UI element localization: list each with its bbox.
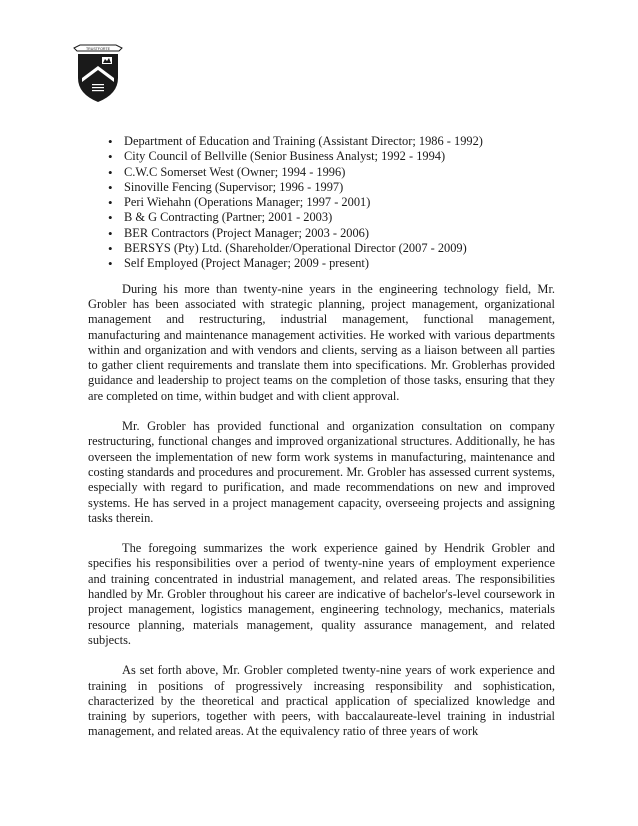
- list-item: • Peri Wiehahn (Operations Manager; 1997 - 2001): [108, 195, 555, 210]
- list-item: • BERSYS (Pty) Ltd. (Shareholder/Operational Director (2007 - 2009): [108, 241, 555, 256]
- body-paragraph: Mr. Grobler has provided functional and organization consultation on company restructuring, functional changes and improved organizational structures. Additionally, he has overseen the implementation of new form work systems in manufacturing, maintenance and costing standards and procedures and procurement. Mr. Grobler has assessed current systems, especially with regard to purification, and made recommendations on new and improved systems. He has served in a project management capacity, overseeing projects and assigning tasks therein.: [88, 419, 555, 525]
- body-paragraph: As set forth above, Mr. Grobler completed twenty-nine years of work experience and training in positions of progressively increasing responsibility and sophistication, characterized by the theoretical and practical application of specialized knowledge and training by superiors, together with peers, with baccalaureate-level training in industrial management, and related areas. At the equivalency ratio of three years of work: [88, 663, 555, 739]
- list-item: • BER Contractors (Project Manager; 2003 - 2006): [108, 226, 555, 241]
- list-item: • Self Employed (Project Manager; 2009 - present): [108, 256, 555, 271]
- body-paragraph: During his more than twenty-nine years in the engineering technology field, Mr. Grobler has been associated with strategic planning, project management, organizational management and restructuring, industrial management, functional management, manufacturing and maintenance management activities. He worked with various departments within and organization and with vendors and clients, serving as a liaison between all parties to gather client requirements and translate them into specifications. Mr. Groblerhas provided guidance and leadership to project teams on the completion of those tasks, ensuring that they are completed on time, within budget and with client approval.: [88, 281, 555, 403]
- crest-banner-text: TRUSTFORTE: [85, 47, 111, 51]
- list-item: • City Council of Bellville (Senior Business Analyst; 1992 - 1994): [108, 149, 555, 164]
- list-item: • Department of Education and Training (Assistant Director; 1986 - 1992): [108, 134, 555, 149]
- document-body: [88, 134, 555, 755]
- list-item: • C.W.C Somerset West (Owner; 1994 - 1996): [108, 165, 555, 180]
- institution-crest-icon: [72, 42, 124, 104]
- employment-history-list: [88, 134, 555, 272]
- list-item: • Sinoville Fencing (Supervisor; 1996 - 1997): [108, 180, 555, 195]
- body-paragraph: The foregoing summarizes the work experience gained by Hendrik Grobler and specifies his responsibilities over a period of twenty-nine years of employment experience and training concentrated in industrial management, and related areas. The responsibilities handled by Mr. Grobler throughout his career are indicative of bachelor's-level coursework in project management, logistics management, engineering technology, mechanics, materials resource planning, materials management, quality assurance management, and related subjects.: [88, 541, 555, 647]
- list-item: • B & G Contracting (Partner; 2001 - 2003): [108, 210, 555, 225]
